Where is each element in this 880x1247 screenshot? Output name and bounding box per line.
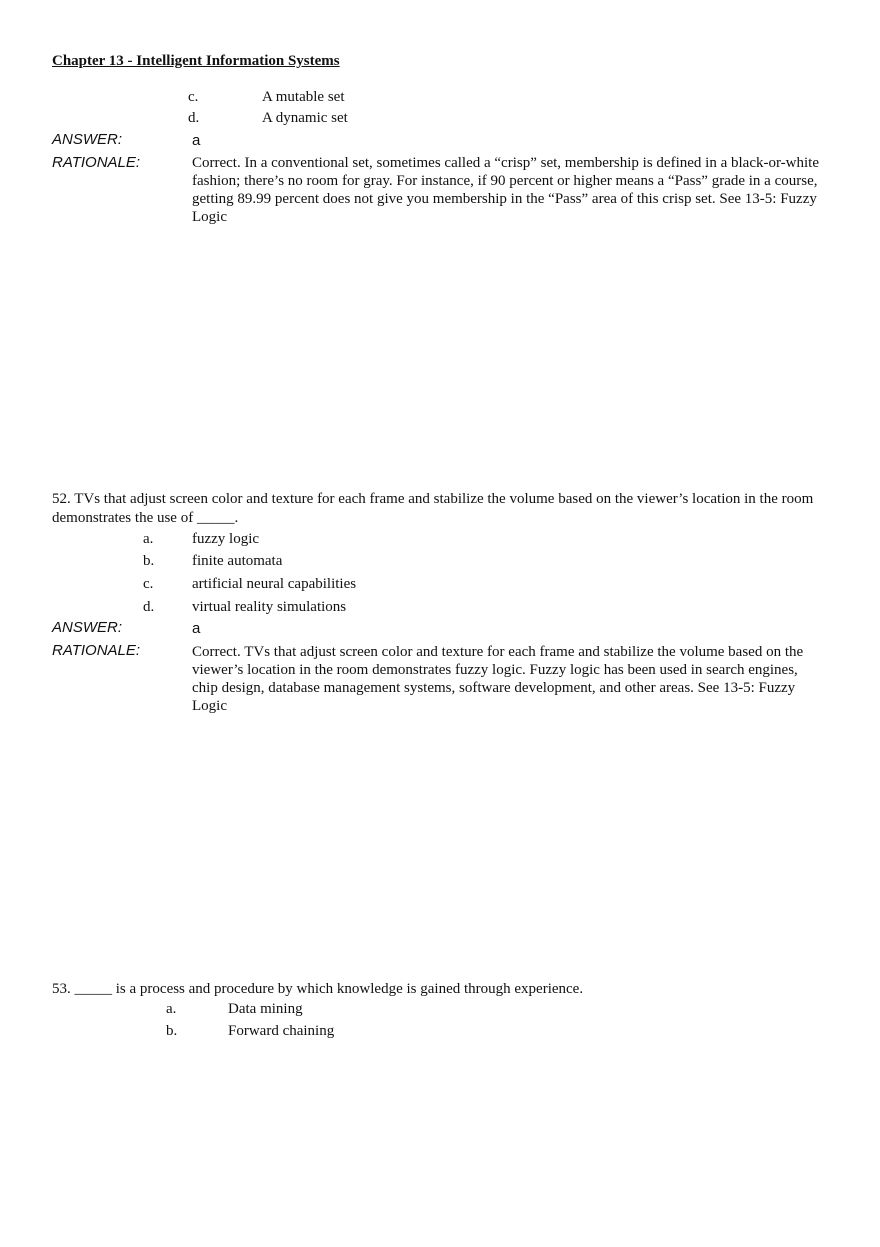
rationale-label: RATIONALE: bbox=[52, 642, 141, 659]
answer-label: ANSWER: bbox=[52, 131, 123, 148]
question-52-text: 52. TVs that adjust screen color and texture for each frame and stabilize the volume based on the viewer’s location in the room demonstrates the use of _____. bbox=[52, 491, 814, 526]
rationale-text: Correct. In a conventional set, sometimes called a “crisp” set, membership is defined in a black-or-white fashion; there’s no room for gray. For instance, if 90 percent or higher means a “Pass” grade in a course, getting 89.99 percent does not give you membership in the “Pass” area of this crisp set. See 13-5: Fuzzy Logic bbox=[192, 155, 819, 225]
option-letter: c. bbox=[143, 576, 154, 592]
option-letter: b. bbox=[143, 553, 155, 569]
rationale-label: RATIONALE: bbox=[52, 154, 141, 171]
option-text: A mutable set bbox=[262, 89, 345, 105]
answer-value: a bbox=[192, 132, 201, 149]
option-text: Forward chaining bbox=[228, 1023, 335, 1039]
rationale-text: Correct. TVs that adjust screen color and texture for each frame and stabilize the volume based on the viewer’s location in the room demonstrates fuzzy logic. Fuzzy logic has been used in search engines, chip design, database management systems, software development, and other areas. See 13-5: Fuzzy Logic bbox=[192, 644, 804, 714]
option-letter: d. bbox=[188, 110, 200, 126]
option-text: fuzzy logic bbox=[192, 531, 260, 547]
question-53-text: 53. _____ is a process and procedure by which knowledge is gained through experience. bbox=[52, 981, 584, 997]
option-letter: b. bbox=[166, 1023, 178, 1039]
option-letter: d. bbox=[143, 599, 155, 615]
answer-value: a bbox=[192, 620, 201, 637]
option-letter: a. bbox=[166, 1001, 177, 1017]
option-letter: a. bbox=[143, 531, 154, 547]
option-letter: c. bbox=[188, 89, 199, 105]
option-text: virtual reality simulations bbox=[192, 599, 347, 615]
option-text: A dynamic set bbox=[262, 110, 348, 126]
option-text: finite automata bbox=[192, 553, 283, 569]
page-header: Chapter 13 - Intelligent Information Systems bbox=[52, 53, 340, 69]
option-text: artificial neural capabilities bbox=[192, 576, 357, 592]
answer-label: ANSWER: bbox=[52, 619, 123, 636]
option-text: Data mining bbox=[228, 1001, 303, 1017]
